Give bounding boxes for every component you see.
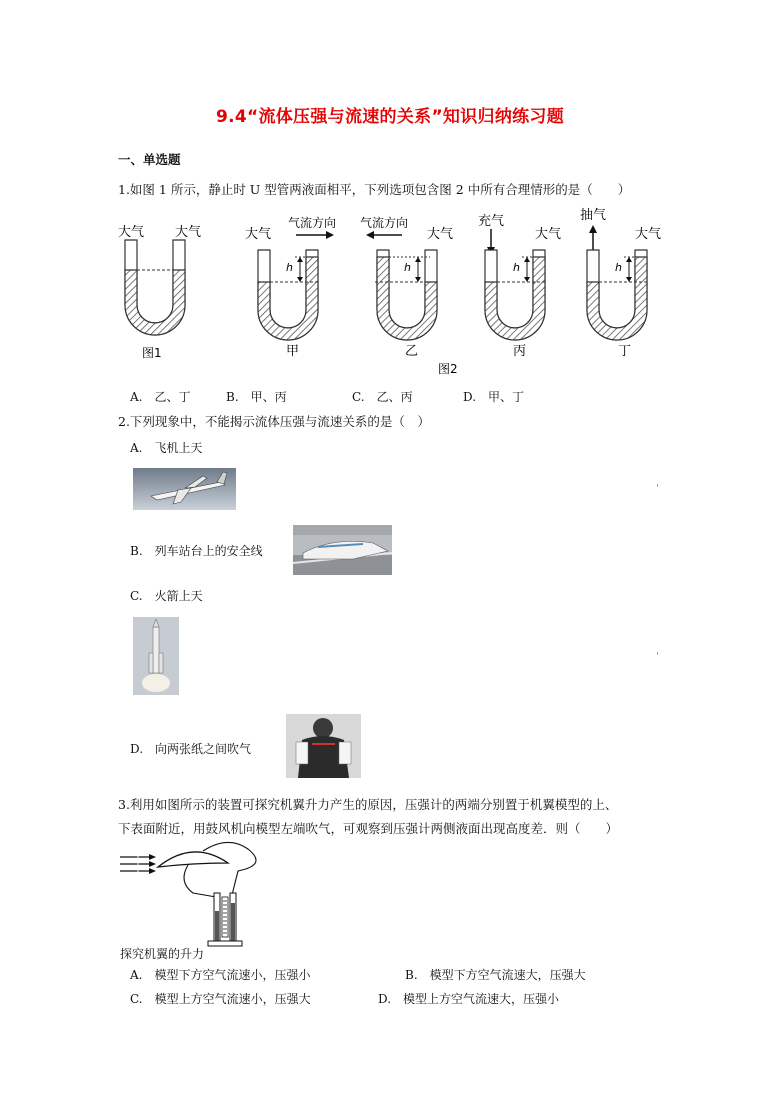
u-tube-ding <box>580 207 661 359</box>
q3-option-b[interactable]: B. 模型下方空气流速大，压强大 <box>405 968 586 982</box>
figure-2-label: 图2 <box>438 362 458 376</box>
q1-option-c[interactable]: C. 乙、丙 <box>352 390 413 404</box>
q3-option-a[interactable]: A. 模型下方空气流速小，压强小 <box>130 968 311 982</box>
question-1-figure <box>110 205 680 385</box>
h-label: h <box>404 261 411 274</box>
airplane-photo <box>133 468 236 510</box>
question-3-stem-line-2: 下表面附近，用鼓风机向模型左端吹气，可观察到压强计两侧液面出现高度差．则（ ） <box>118 821 619 836</box>
margin-mark: ' <box>656 650 660 663</box>
question-1-stem: 1.如图 1 所示，静止时 U 型管两液面相平，下列选项包含图 2 中所有合理情形的是（ ） <box>118 182 631 197</box>
u-tube-figure-1 <box>118 224 201 360</box>
rocket-photo <box>133 617 179 695</box>
apparatus-caption: 探究机翼的升力 <box>120 947 205 961</box>
h-label: h <box>286 261 293 274</box>
q3-option-d[interactable]: D. 模型上方空气流速大，压强小 <box>378 992 560 1006</box>
q2-option-d[interactable]: D. 向两张纸之间吹气 <box>130 742 252 756</box>
paper-blowing-photo <box>286 714 361 778</box>
train-photo <box>293 525 392 575</box>
question-3-stem-line-1: 3.利用如图所示的装置可探究机翼升力产生的原因，压强计的两端分别置于机翼模型的上、 <box>118 797 618 812</box>
atm-label: 大气 <box>535 227 562 242</box>
page-title: 9.4“流体压强与流速的关系”知识归纳练习题 <box>215 107 565 127</box>
fill-label: 充气 <box>478 214 505 229</box>
atm-label: 大气 <box>427 227 454 242</box>
q2-option-c[interactable]: C. 火箭上天 <box>130 589 203 603</box>
figure-name-jia: 甲 <box>286 344 300 359</box>
u-tube-jia <box>245 215 336 359</box>
u-tube-bing <box>478 213 561 359</box>
atm-label: 大气 <box>118 225 145 240</box>
q3-option-c[interactable]: C. 模型上方空气流速小，压强大 <box>130 992 311 1006</box>
q1-option-b[interactable]: B. 甲、丙 <box>226 390 287 404</box>
q2-option-a[interactable]: A. 飞机上天 <box>130 441 203 455</box>
h-label: h <box>615 261 622 274</box>
pump-label: 抽气 <box>580 208 607 223</box>
q2-option-b[interactable]: B. 列车站台上的安全线 <box>130 544 263 558</box>
figure-1-label: 图1 <box>142 346 162 360</box>
atm-label: 大气 <box>635 227 662 242</box>
figure-name-ding: 丁 <box>618 344 632 359</box>
figure-name-yi: 乙 <box>405 344 419 359</box>
airflow-label: 气流方向 <box>360 216 409 230</box>
airflow-label: 气流方向 <box>288 216 337 230</box>
q1-option-a[interactable]: A. 乙、丁 <box>130 390 191 404</box>
margin-mark: ' <box>656 482 660 495</box>
figure-name-bing: 丙 <box>513 344 527 359</box>
atm-label: 大气 <box>245 227 272 242</box>
atm-label: 大气 <box>175 225 202 240</box>
section-heading: 一、单选题 <box>118 152 181 167</box>
h-label: h <box>513 261 520 274</box>
question-2-stem: 2.下列现象中，不能揭示流体压强与流速关系的是（ ） <box>118 414 430 429</box>
u-tube-yi <box>360 215 453 359</box>
q1-option-d[interactable]: D. 甲、丁 <box>463 390 525 404</box>
